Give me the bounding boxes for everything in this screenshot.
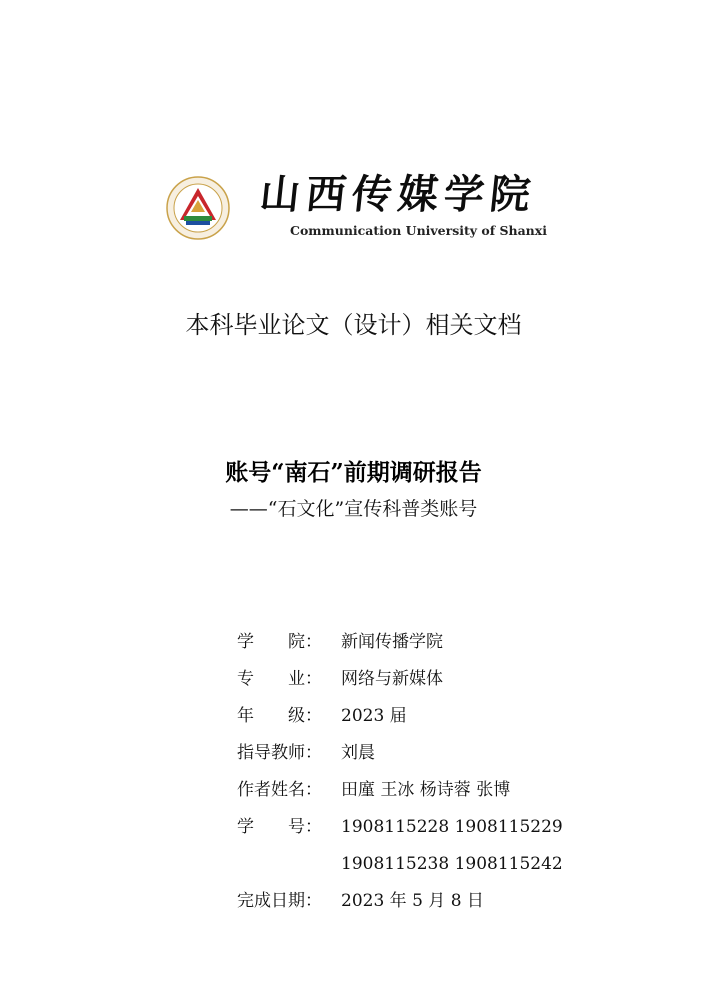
major-label: 专 业： (237, 669, 322, 689)
info-row-advisor (237, 735, 597, 772)
college-value: 新闻传播学院 (341, 632, 443, 652)
info-row-college (237, 624, 597, 661)
grade-label: 年 级： (237, 706, 322, 726)
info-row-major (237, 661, 597, 698)
student-id-label: 学 号： (237, 817, 322, 837)
university-emblem-icon (166, 176, 230, 240)
advisor-label: 指导教师： (237, 743, 322, 763)
info-row-student-id (237, 809, 597, 846)
advisor-value: 刘晨 (341, 743, 375, 763)
university-name-calligraphy: 山西传媒学院 (257, 171, 539, 218)
info-row-authors (237, 772, 597, 809)
info-row-grade (237, 698, 597, 735)
report-subtitle: ——“石文化”宣传科普类账号 (229, 498, 478, 520)
major-value: 网络与新媒体 (341, 669, 443, 689)
college-label: 学 院： (237, 632, 322, 652)
authors-label: 作者姓名： (237, 780, 322, 800)
info-row-student-id-cont (237, 846, 597, 883)
grade-value: 2023 届 (341, 706, 407, 726)
document-type-heading: 本科毕业论文（设计）相关文档 (185, 311, 522, 339)
student-ids-line1: 1908115228 1908115229 (341, 817, 563, 837)
university-name-english: Communication University of Shanxi (290, 223, 547, 238)
author-info-block (237, 624, 597, 920)
date-value: 2023 年 5 月 8 日 (341, 891, 484, 911)
authors-value: 田廑 王冰 杨诗蓉 张博 (341, 780, 511, 800)
date-label: 完成日期： (237, 891, 322, 911)
university-logo (166, 172, 566, 242)
student-ids-line2: 1908115238 1908115242 (341, 854, 563, 874)
report-title: 账号“南石”前期调研报告 (225, 459, 482, 486)
info-row-date (237, 883, 597, 920)
